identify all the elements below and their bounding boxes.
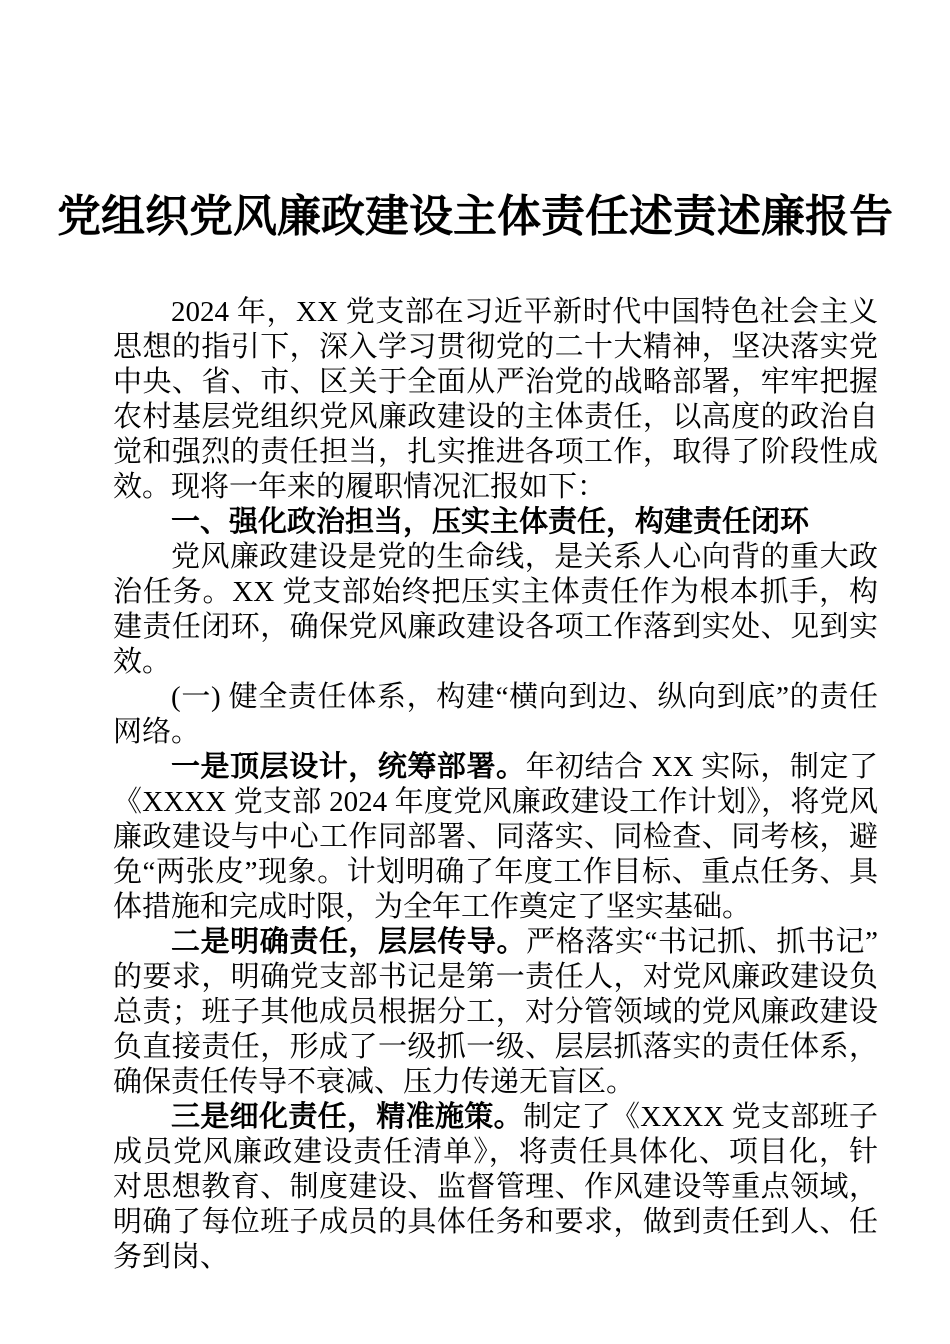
body-paragraph: 三是细化责任，精准施策。制定了《XXXX 党支部班子成员党风廉政建设责任清单》，将责任具体化、项目化，针对思想教育、制度建设、监督管理、作风建设等重点领域，明确了每位班子成员的具体任务和要求，做到责任到人、任务到岗、 — [113, 1101, 878, 1273]
paragraph-lead-text: 三是细化责任，精准施策。 — [171, 1101, 523, 1133]
paragraph-lead-text: 二是明确责任，层层传导。 — [171, 926, 527, 958]
document-title: 党组织党风廉政建设主体责任述责述廉报告 — [57, 192, 893, 241]
body-paragraph: 党风廉政建设是党的生命线，是关系人心向背的重大政治任务。XX 党支部始终把压实主体责任作为根本抓手，构建责任闭环，确保党风廉政建设各项工作落到实处、见到实效。 — [113, 541, 878, 678]
paragraph-lead-text: 一是顶层设计，统筹部署。 — [171, 751, 526, 783]
sub-heading: (一) 健全责任体系，构建“横向到边、纵向到底”的责任网络。 — [113, 681, 878, 748]
section-heading: 一、强化政治担当，压实主体责任，构建责任闭环 — [171, 506, 810, 538]
body-paragraph: 二是明确责任，层层传导。严格落实“书记抓、抓书记”的要求，明确党支部书记是第一责任人，对党风廉政建设负总责；班子其他成员根据分工，对分管领域的党风廉政建设负直接责任，形成了一级抓一级、层层抓落实的责任体系，确保责任传导不衰减、压力传递无盲区。 — [113, 926, 878, 1098]
body-paragraph: 一是顶层设计，统筹部署。年初结合 XX 实际，制定了《XXXX 党支部 2024 年度党风廉政建设工作计划》，将党风廉政建设与中心工作同部署、同落实、同检查、同考核，避免“两张皮”现象。计划明确了年度工作目标、重点任务、具体措施和完成时限，为全年工作奠定了坚实基础。 — [113, 751, 878, 923]
body-paragraph: 2024 年，XX 党支部在习近平新时代中国特色社会主义思想的指引下，深入学习贯彻党的二十大精神，坚决落实党中央、省、市、区关于全面从严治党的战略部署，牢牢把握农村基层党组织党风廉政建设的主体责任，以高度的政治自觉和强烈的责任担当，扎实推进各项工作，取得了阶段性成效。现将一年来的履职情况汇报如下： — [113, 296, 878, 503]
document-body — [113, 295, 878, 1275]
